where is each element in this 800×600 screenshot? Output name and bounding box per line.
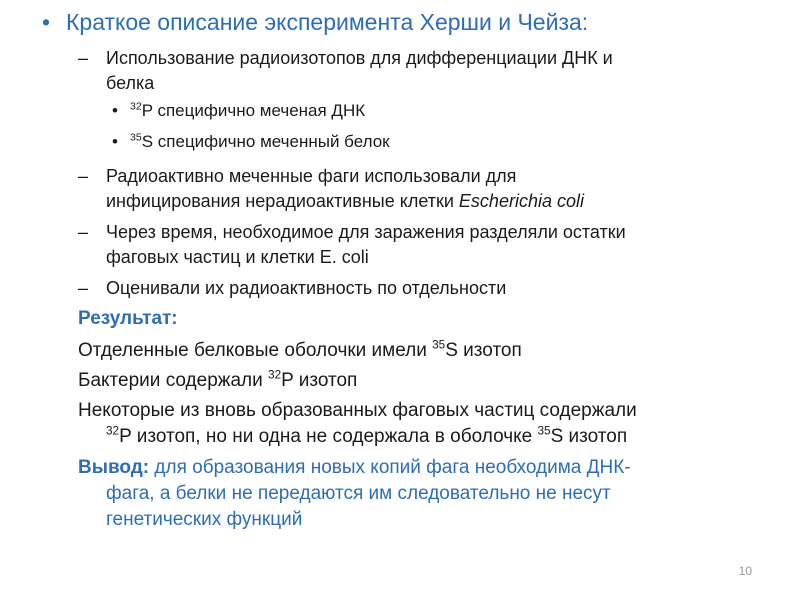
step2-line-1: Радиоактивно меченные фаги использовали для bbox=[106, 166, 517, 186]
step3-line-2: фаговых частиц и клетки E. coli bbox=[106, 247, 369, 267]
dash-icon: – bbox=[78, 278, 89, 298]
sub-bullet-35s bbox=[130, 130, 800, 154]
conclusion-text: для образования новых копий фага необходима ДНК- bbox=[149, 457, 631, 478]
conclusion-line-1 bbox=[78, 455, 800, 481]
dash-icon: – bbox=[78, 166, 89, 186]
slide-heading: Краткое описание эксперимента Херши и Чейза: bbox=[66, 9, 589, 35]
result-text: Отделенные белковые оболочки имели bbox=[78, 340, 433, 361]
result-text: P изотоп, но ни одна не содержала в оболочке bbox=[119, 426, 538, 447]
step4-line: Оценивали их радиоактивность по отдельности bbox=[106, 278, 507, 298]
sub-bullet-text: P специфично мечeная ДНК bbox=[141, 101, 366, 120]
result-text: P изотоп bbox=[281, 370, 358, 391]
method-line-1: Использование радиоизотопов для дифференциации ДНК и bbox=[106, 48, 613, 68]
bullet-dot-icon: • bbox=[112, 132, 118, 151]
result-1 bbox=[78, 338, 800, 364]
result-text: S изотоп bbox=[445, 340, 522, 361]
step2-line-2 bbox=[106, 189, 800, 214]
result-3-line-2 bbox=[106, 424, 800, 450]
conclusion-label: Вывод: bbox=[78, 457, 150, 478]
page-number: 10 bbox=[738, 564, 752, 578]
sub-bullet-text: S специфично меченный белок bbox=[141, 132, 390, 151]
method-line-2: белка bbox=[106, 73, 155, 93]
result-2 bbox=[78, 368, 800, 394]
bullet-dot-icon: • bbox=[42, 9, 51, 35]
conclusion-line-3: генетических функций bbox=[106, 509, 303, 530]
conclusion-line-2: фага, а белки не передаются им следовательно не несут bbox=[106, 483, 611, 504]
bullet-dot-icon: • bbox=[112, 101, 118, 120]
result-text: S изотоп bbox=[550, 426, 628, 447]
isotope-number: 32 bbox=[106, 424, 120, 438]
isotope-number: 32 bbox=[268, 368, 282, 382]
result-3-line-1: Некоторые из вновь образованных фаговых частиц содержали bbox=[78, 400, 637, 421]
dash-icon: – bbox=[78, 48, 89, 68]
isotope-number: 35 bbox=[130, 131, 142, 144]
result-text: Бактерии содержали bbox=[78, 370, 269, 391]
species-name: Escherichia coli bbox=[458, 191, 584, 211]
dash-icon: – bbox=[78, 222, 89, 242]
isotope-number: 35 bbox=[537, 424, 551, 438]
result-label: Результат: bbox=[78, 308, 178, 329]
sub-bullet-32p bbox=[130, 99, 800, 123]
isotope-number: 35 bbox=[432, 338, 446, 352]
step2-text: инфицирования нерадиоактивные клетки bbox=[106, 191, 459, 211]
step3-line-1: Через время, необходимое для заражения разделяли остатки bbox=[106, 222, 626, 242]
isotope-number: 32 bbox=[130, 100, 142, 113]
